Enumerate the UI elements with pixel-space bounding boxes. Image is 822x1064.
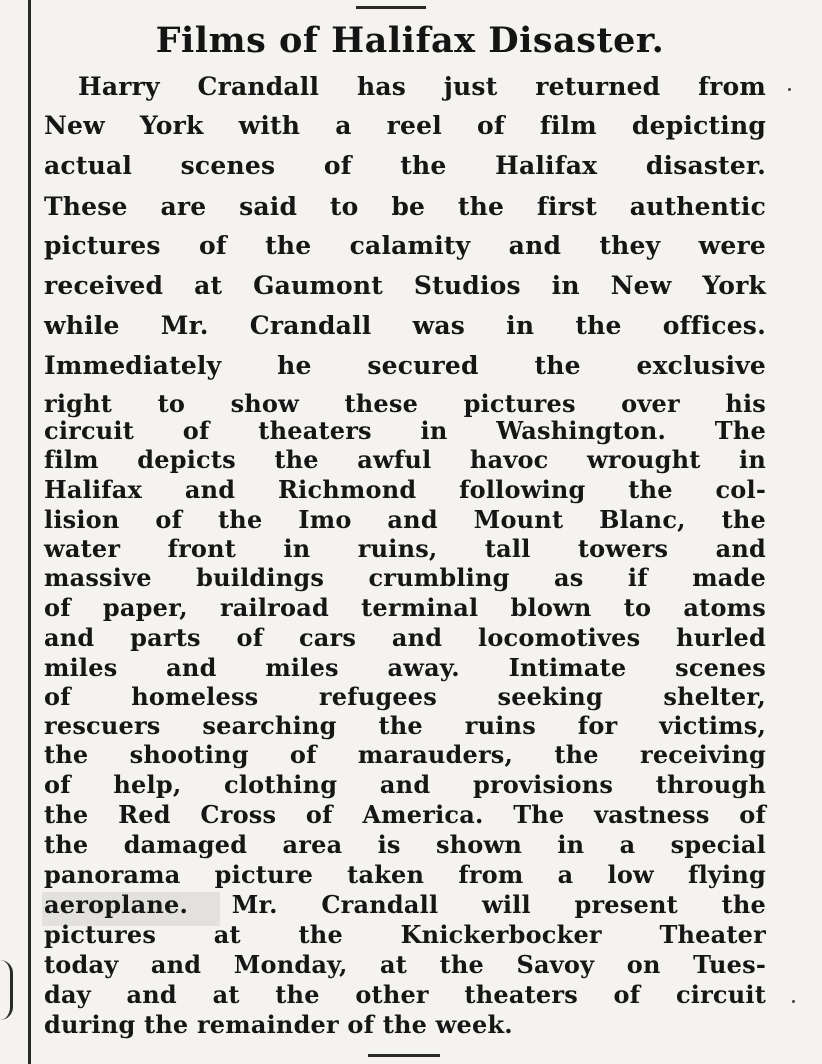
- article-line: circuit of theaters in Washington. The: [44, 416, 766, 445]
- article-line: Halifax and Richmond following the col-: [44, 475, 766, 504]
- article-line: Immediately he secured the exclusive: [44, 351, 766, 380]
- article-line: rescuers searching the ruins for victims,: [44, 711, 766, 740]
- article-line: actual scenes of the Halifax disaster.: [44, 151, 766, 180]
- adjacent-column-fragment: [0, 960, 13, 1020]
- article-line: aeroplane. Mr. Crandall will present the: [44, 890, 766, 919]
- article-line: pictures at the Knickerbocker Theater: [44, 920, 766, 949]
- print-speck: [792, 1000, 795, 1003]
- article-line: New York with a reel of film depicting: [44, 111, 766, 140]
- article-line: miles and miles away. Intimate scenes: [44, 653, 766, 682]
- article-line: water front in ruins, tall towers and: [44, 534, 766, 563]
- article-line: Harry Crandall has just returned from: [78, 72, 766, 101]
- article-line: received at Gaumont Studios in New York: [44, 271, 766, 300]
- bottom-divider-rule: [368, 1054, 440, 1057]
- article-line: pictures of the calamity and they were: [44, 231, 766, 260]
- article-line: lision of the Imo and Mount Blanc, the: [44, 505, 766, 534]
- article-line: of homeless refugees seeking shelter,: [44, 682, 766, 711]
- article-line: and parts of cars and locomotives hurled: [44, 623, 766, 652]
- article-line: while Mr. Crandall was in the offices.: [44, 311, 766, 340]
- article-line: These are said to be the first authentic: [44, 192, 766, 221]
- article-line: panorama picture taken from a low flying: [44, 860, 766, 889]
- article-line: right to show these pictures over his: [44, 389, 766, 418]
- article-line: of paper, railroad terminal blown to atoms: [44, 593, 766, 622]
- column-rule: [28, 0, 31, 1064]
- article-line: of help, clothing and provisions through: [44, 770, 766, 799]
- article-line: day and at the other theaters of circuit: [44, 980, 766, 1009]
- article-line: the shooting of marauders, the receiving: [44, 740, 766, 769]
- top-divider-rule: [356, 6, 426, 9]
- article-line: the Red Cross of America. The vastness of: [44, 800, 766, 829]
- print-speck: [788, 88, 791, 91]
- article-line: massive buildings crumbling as if made: [44, 563, 766, 592]
- article-line: film depicts the awful havoc wrought in: [44, 445, 766, 474]
- article-line: the damaged area is shown in a special: [44, 830, 766, 859]
- article-line: today and Monday, at the Savoy on Tues-: [44, 950, 766, 979]
- article-line: during the remainder of the week.: [44, 1010, 513, 1039]
- article-headline: Films of Halifax Disaster.: [155, 20, 665, 61]
